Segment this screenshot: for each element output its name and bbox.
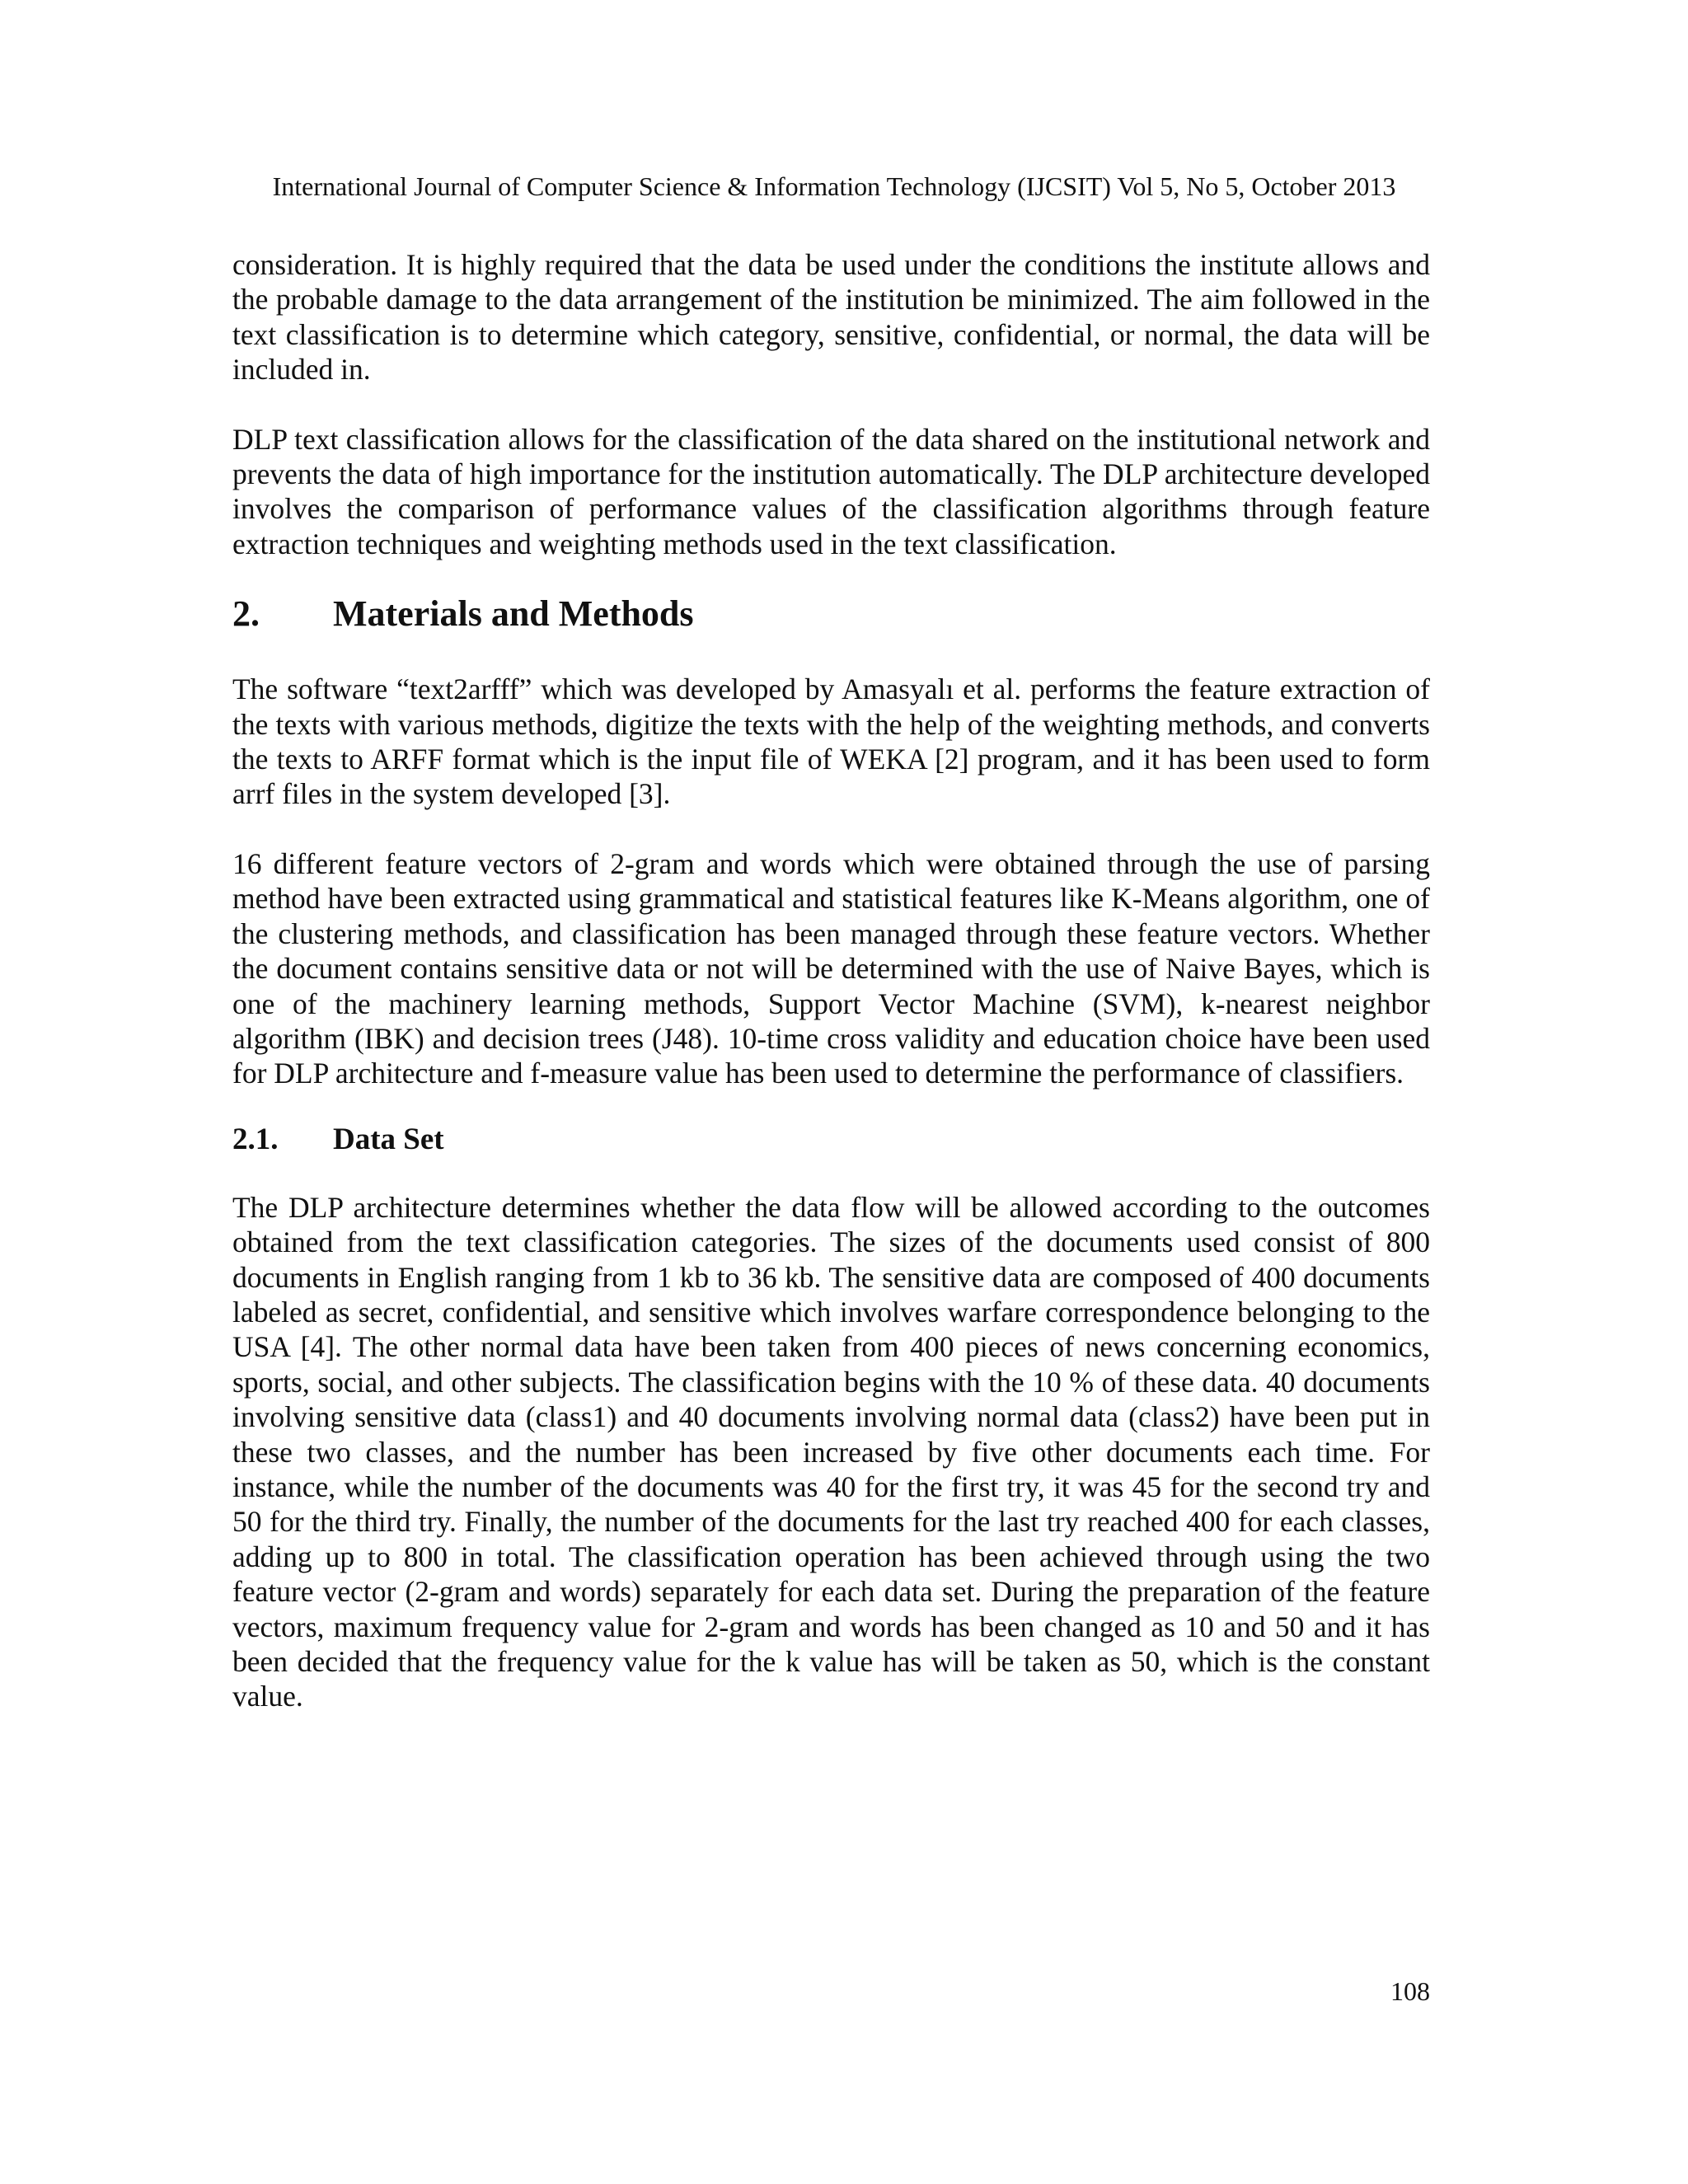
subsection-title: Data Set: [333, 1122, 444, 1156]
page-number: 108: [1390, 1976, 1430, 2006]
running-header: International Journal of Computer Science & Information Technology (IJCSIT) Vol 5, No 5, October 2013: [272, 171, 1396, 201]
page-body: [232, 247, 1430, 1714]
section-heading-materials-methods: [232, 593, 1430, 635]
paragraph-dlp-classification: DLP text classification allows for the classification of the data shared on the institutional network and prevents the data of high importance for the institution automatically. The DLP architecture developed involves the comparison of performance values of the classification algorithms through feature extraction techniques and weighting methods used in the text classification.: [232, 422, 1430, 560]
paragraph-text2arff: The software “text2arfff” which was developed by Amasyalı et al. performs the feature extraction of the texts with various methods, digitize the texts with the help of the weighting methods, and converts the texts to ARFF format which is the input file of WEKA [2] program, and it has been used to form arrf files in the system developed [3].: [232, 673, 1430, 811]
paragraph-data-set: The DLP architecture determines whether the data flow will be allowed according to the outcomes obtained from the text classification categories. The sizes of the documents used consist of 800 documents in English ranging from 1 kb to 36 kb. The sensitive data are composed of 400 documents labeled as secret, confidential, and sensitive which involves warfare correspondence belonging to the USA [4]. The other normal data have been taken from 400 pieces of news concerning economics, sports, social, and other subjects. The classification begins with the 10 % of these data. 40 documents involving sensitive data (class1) and 40 documents involving normal data (class2) have been put in these two classes, and the number has been increased by five other documents each time. For instance, while the number of the documents was 40 for the first try, it was 45 for the second try and 50 for the third try. Finally, the number of the documents for the last try reached 400 for each classes, adding up to 800 in total. The classification operation has been achieved through using the two feature vector (2-gram and words) separately for each data set. During the preparation of the feature vectors, maximum frequency value for 2-gram and words has been changed as 10 and 50 and it has been decided that the frequency value for the k value has will be taken as 50, which is the constant value.: [232, 1190, 1430, 1713]
subsection-heading-data-set: [232, 1121, 1430, 1159]
paragraph-intro-continuation: consideration. It is highly required that the data be used under the conditions the institute allows and the probable damage to the data arrangement of the institution be minimized. The aim followed in the text classification is to determine which category, sensitive, confidential, or normal, the data will be included in.: [232, 248, 1430, 387]
paragraph-feature-vectors: 16 different feature vectors of 2-gram and words which were obtained through the use of parsing method have been extracted using grammatical and statistical features like K-Means algorithm, one of the clustering methods, and classification has been managed through these feature vectors. Whether the document contains sensitive data or not will be determined with the use of Naive Bayes, which is one of the machinery learning methods, Support Vector Machine (SVM), k-nearest neighbor algorithm (IBK) and decision trees (J48). 10-time cross validity and education choice have been used for DLP architecture and f-measure value has been used to determine the performance of classifiers.: [232, 846, 1430, 1090]
section-number: 2.: [232, 593, 260, 635]
subsection-number: 2.1.: [232, 1122, 279, 1156]
section-title: Materials and Methods: [333, 593, 694, 635]
